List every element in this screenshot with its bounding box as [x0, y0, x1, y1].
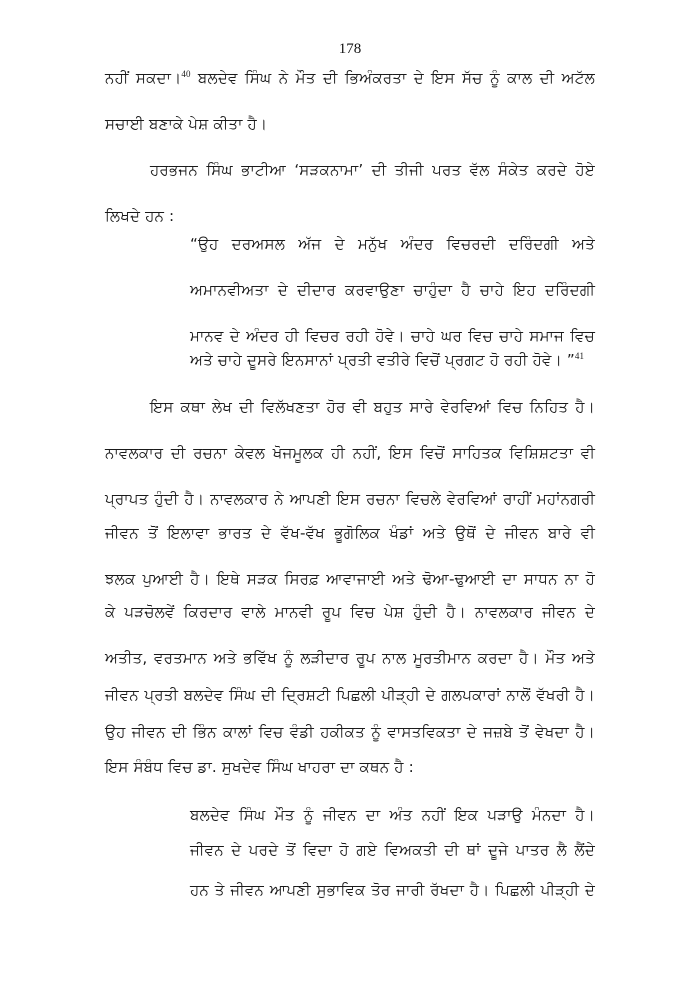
footnote-ref: 41 [574, 350, 585, 361]
paragraph-line: ਝਲਕ ਪੁਆਈ ਹੈ। ਇਥੇ ਸੜਕ ਸਿਰਫ਼ ਆਵਾਜਾਈ ਅਤੇ ਢੋਆ-ਢੁਆਈ ਦਾ ਸਾਧਨ ਨਾ ਹੋ [105, 570, 595, 588]
text: ਅਤੇ ਚਾਹੇ ਦੂਸਰੇ ਇਨਸਾਨਾਂ ਪ੍ਰਤੀ ਵਤੀਰੇ ਵਿਚੋਂ ਪ੍ਰਗਟ ਹੋ ਰਹੀ ਹੋਵੇ। ” [190, 351, 575, 369]
paragraph-line: ਜੀਵਨ ਪ੍ਰਤੀ ਬਲਦੇਵ ਸਿੰਘ ਦੀ ਦ੍ਰਿਸ਼ਟੀ ਪਿਛਲੀ ਪੀੜ੍ਹੀ ਦੇ ਗਲਪਕਾਰਾਂ ਨਾਲੋਂ ਵੱਖਰੀ ਹੈ। [105, 686, 595, 704]
page-number: 178 [338, 41, 362, 57]
text: ਬਲਦੇਵ ਸਿੰਘ ਨੇ ਮੌਤ ਦੀ ਭਿਅੰਕਰਤਾ ਦੇ ਇਸ ਸੱਚ ਨੂੰ ਕਾਲ ਦੀ ਅਟੱਲ [190, 69, 596, 87]
paragraph-line: ਹਰਭਜਨ ਸਿੰਘ ਭਾਟੀਆ ‘ਸੜਕਨਾਮਾ’ ਦੀ ਤੀਜੀ ਪਰਤ ਵੱਲ ਸੰਕੇਤ ਕਰਦੇ ਹੋਏ [150, 161, 595, 179]
quote-line: ਮਾਨਵ ਦੇ ਅੰਦਰ ਹੀ ਵਿਚਰ ਰਹੀ ਹੋਵੇ। ਚਾਹੇ ਘਰ ਵਿਚ ਚਾਹੇ ਸਮਾਜ ਵਿਚ [190, 327, 595, 345]
paragraph-line: ਇਸ ਕਥਾ ਲੇਖ ਦੀ ਵਿਲੱਖਣਤਾ ਹੋਰ ਵੀ ਬਹੁਤ ਸਾਰੇ ਵੇਰਵਿਆਂ ਵਿਚ ਨਿਹਿਤ ਹੈ। [150, 398, 595, 416]
paragraph-line [105, 68, 595, 88]
paragraph-line: ਜੀਵਨ ਤੋਂ ਇਲਾਵਾ ਭਾਰਤ ਦੇ ਵੱਖ-ਵੱਖ ਭੂਗੋਲਿਕ ਖੰਡਾਂ ਅਤੇ ਉਥੋਂ ਦੇ ਜੀਵਨ ਬਾਰੇ ਵੀ [105, 524, 595, 542]
paragraph-line: ਕੇ ਪੜਚੋਲਵੇਂ ਕਿਰਦਾਰ ਵਾਲੇ ਮਾਨਵੀ ਰੂਪ ਵਿਚ ਪੇਸ਼ ਹੁੰਦੀ ਹੈ। ਨਾਵਲਕਾਰ ਜੀਵਨ ਦੇ [105, 603, 595, 621]
footnote-ref: 40 [181, 68, 191, 79]
quote-line: ਬਲਦੇਵ ਸਿੰਘ ਮੌਤ ਨੂੰ ਜੀਵਨ ਦਾ ਅੰਤ ਨਹੀਂ ਇਕ ਪੜਾਉ ਮੰਨਦਾ ਹੈ। [190, 806, 595, 824]
paragraph-line: ਪ੍ਰਾਪਤ ਹੁੰਦੀ ਹੈ। ਨਾਵਲਕਾਰ ਨੇ ਆਪਣੀ ਇਸ ਰਚਨਾ ਵਿਚਲੇ ਵੇਰਵਿਆਂ ਰਾਹੀਂ ਮਹਾਂਨਗਰੀ [105, 490, 595, 508]
paragraph-line: ਲਿਖਦੇ ਹਨ : [105, 207, 175, 225]
paragraph-line: ਅਤੀਤ, ਵਰਤਮਾਨ ਅਤੇ ਭਵਿੱਖ ਨੂੰ ਲੜੀਦਾਰ ਰੂਪ ਨਾਲ ਮੂਰਤੀਮਾਨ ਕਰਦਾ ਹੈ। ਮੌਤ ਅਤੇ [105, 649, 595, 667]
paragraph-line: ਉਹ ਜੀਵਨ ਦੀ ਭਿੰਨ ਕਾਲਾਂ ਵਿਚ ਵੰਡੀ ਹਕੀਕਤ ਨੂੰ ਵਾਸਤਵਿਕਤਾ ਦੇ ਜਜ਼ਬੇ ਤੋਂ ਵੇਖਦਾ ਹੈ। [105, 723, 595, 741]
quote-line: ਅਮਾਨਵੀਅਤਾ ਦੇ ਦੀਦਾਰ ਕਰਵਾਉਣਾ ਚਾਹੁੰਦਾ ਹੈ ਚਾਹੇ ਇਹ ਦਰਿੰਦਗੀ [190, 281, 595, 299]
text: ਨਹੀਂ ਸਕਦਾ। [105, 69, 182, 87]
paragraph-line: ਨਾਵਲਕਾਰ ਦੀ ਰਚਨਾ ਕੇਵਲ ਖੋਜਮੂਲਕ ਹੀ ਨਹੀਂ, ਇਸ ਵਿਚੋਂ ਸਾਹਿਤਕ ਵਿਸ਼ਿਸ਼ਟਤਾ ਵੀ [105, 444, 595, 462]
quote-line: ਹਨ ਤੇ ਜੀਵਨ ਆਪਣੀ ਸੁਭਾਵਿਕ ਤੋਰ ਜਾਰੀ ਰੱਖਦਾ ਹੈ। ਪਿਛਲੀ ਪੀੜ੍ਹੀ ਦੇ [190, 881, 595, 899]
quote-line: “ਉਹ ਦਰਅਸਲ ਅੱਜ ਦੇ ਮਨੁੱਖ ਅੰਦਰ ਵਿਚਰਦੀ ਦਰਿੰਦਗੀ ਅਤੇ [190, 235, 595, 253]
quote-line: ਜੀਵਨ ਦੇ ਪਰਦੇ ਤੋਂ ਵਿਦਾ ਹੋ ਗਏ ਵਿਅਕਤੀ ਦੀ ਥਾਂ ਦੂਜੇ ਪਾਤਰ ਲੈ ਲੈਂਦੇ [190, 841, 595, 859]
paragraph-line: ਇਸ ਸੰਬੰਧ ਵਿਚ ਡਾ. ਸੁਖਦੇਵ ਸਿੰਘ ਖਾਹਰਾ ਦਾ ਕਥਨ ਹੈ : [105, 758, 414, 776]
quote-line [190, 350, 595, 370]
paragraph-line: ਸਚਾਈ ਬਣਾਕੇ ਪੇਸ਼ ਕੀਤਾ ਹੈ। [105, 115, 268, 133]
